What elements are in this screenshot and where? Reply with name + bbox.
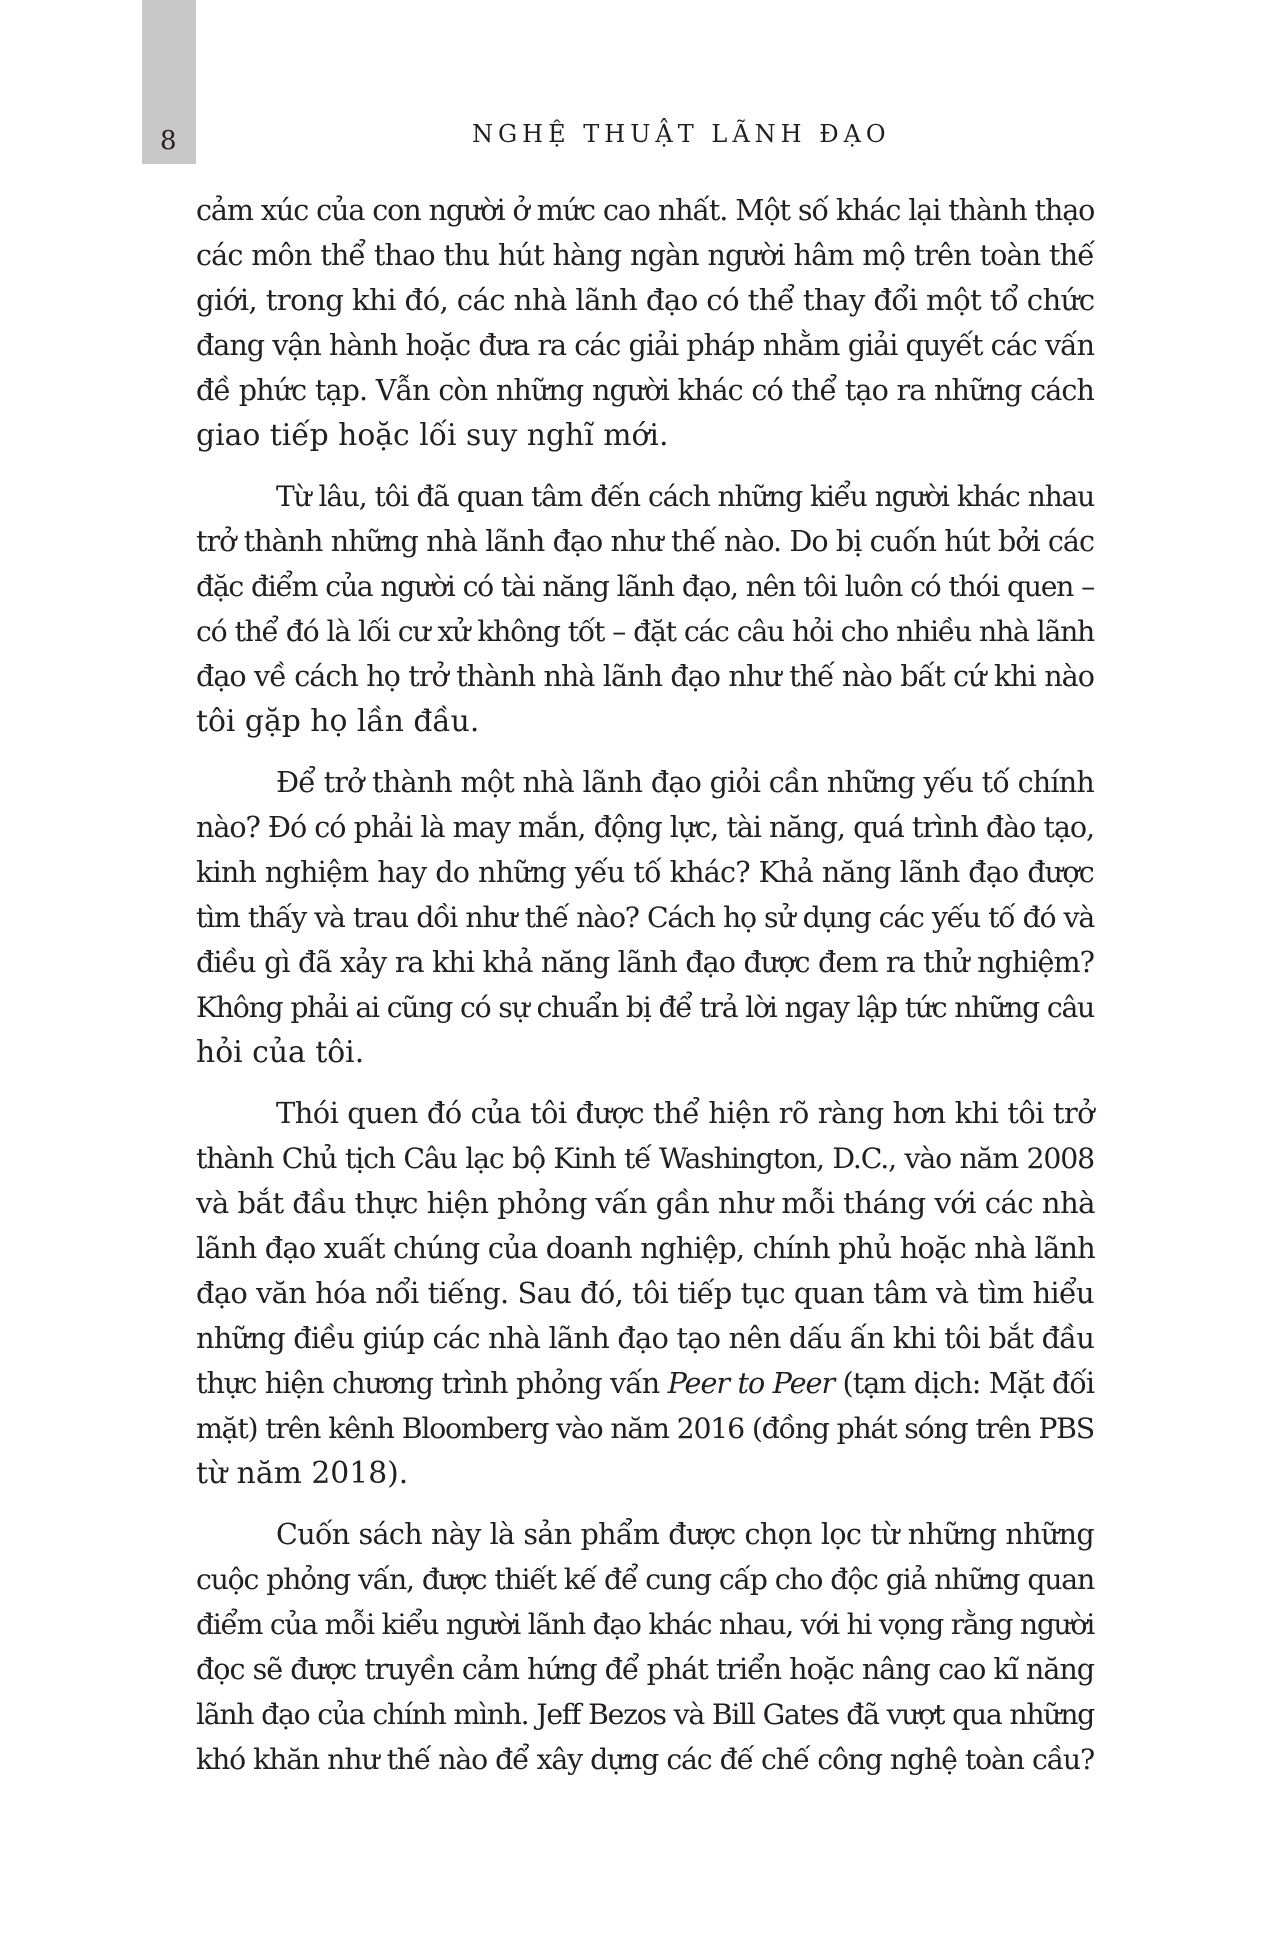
text-line: tìm thấy và trau dồi như thế nào? Cách họ sử dụng các yếu tố đó và: [196, 901, 1094, 934]
text-line: đọc sẽ được truyền cảm hứng để phát triển hoặc nâng cao kĩ năng: [196, 1652, 1094, 1686]
text-line: Không phải ai cũng có sự chuẩn bị để trả lời ngay lập tức những câu: [196, 991, 1094, 1024]
text-line: Cuốn sách này là sản phẩm được chọn lọc từ những những: [276, 1517, 1094, 1551]
text-line-with-italic: [196, 1361, 1094, 1406]
page-number: 8: [160, 126, 177, 156]
paragraph-4: [196, 1091, 1094, 1496]
text-line: khó khăn như thế nào để xây dựng các đế chế công nghệ toàn cầu?: [196, 1743, 1094, 1776]
text-line: từ năm 2018).: [196, 1456, 409, 1491]
text-line: hỏi của tôi.: [196, 1035, 365, 1070]
text-line: Từ lâu, tôi đã quan tâm đến cách những kiểu người khác nhau: [276, 480, 1094, 513]
body-text: [196, 188, 1094, 1798]
text-line: và bắt đầu thực hiện phỏng vấn gần như mỗi tháng với các nhà: [196, 1186, 1096, 1220]
text-line: những điều giúp các nhà lãnh đạo tạo nên dấu ấn khi tôi bắt đầu: [196, 1321, 1094, 1355]
paragraph-5: [196, 1512, 1094, 1782]
text-line: Thói quen đó của tôi được thể hiện rõ ràng hơn khi tôi trở: [276, 1096, 1094, 1130]
text-line: đề phức tạp. Vẫn còn những người khác có thể tạo ra những cách: [196, 373, 1094, 407]
text-line: kinh nghiệm hay do những yếu tố khác? Khả năng lãnh đạo được: [196, 855, 1094, 889]
text-line: điểm của mỗi kiểu người lãnh đạo khác nhau, với hi vọng rằng người: [196, 1608, 1094, 1641]
text-line: mặt) trên kênh Bloomberg vào năm 2016 (đồng phát sóng trên PBS: [196, 1412, 1094, 1445]
text-line: có thể đó là lối cư xử không tốt – đặt các câu hỏi cho nhiều nhà lãnh: [196, 615, 1094, 648]
text-line: Để trở thành một nhà lãnh đạo giỏi cần những yếu tố chính: [276, 765, 1094, 799]
text-run: (tạm dịch: Mặt đối: [834, 1366, 1094, 1400]
text-line: đặc điểm của người có tài năng lãnh đạo, nên tôi luôn có thói quen –: [196, 570, 1094, 603]
text-line: các môn thể thao thu hút hàng ngàn người hâm mộ trên toàn thế: [196, 238, 1094, 272]
text-line: đạo về cách họ trở thành nhà lãnh đạo như thế nào bất cứ khi nào: [196, 659, 1094, 693]
text-line: đang vận hành hoặc đưa ra các giải pháp nhằm giải quyết các vấn: [196, 328, 1094, 362]
program-title-italic: Peer to Peer: [667, 1366, 835, 1400]
text-line: đạo văn hóa nổi tiếng. Sau đó, tôi tiếp tục quan tâm và tìm hiểu: [196, 1276, 1094, 1310]
text-line: trở thành những nhà lãnh đạo như thế nào. Do bị cuốn hút bởi các: [196, 524, 1094, 558]
text-line: cảm xúc của con người ở mức cao nhất. Một số khác lại thành thạo: [196, 193, 1095, 227]
text-line: thành Chủ tịch Câu lạc bộ Kinh tế Washington, D.C., vào năm 2008: [196, 1142, 1094, 1175]
text-run: thực hiện chương trình phỏng vấn: [196, 1366, 668, 1400]
text-line: tôi gặp họ lần đầu.: [196, 704, 480, 739]
text-line: giao tiếp hoặc lối suy nghĩ mới.: [196, 418, 669, 453]
text-line: điều gì đã xảy ra khi khả năng lãnh đạo được đem ra thử nghiệm?: [196, 945, 1094, 979]
running-title: NGHỆ THUẬT LÃNH ĐẠO: [472, 120, 891, 148]
paragraph-3: [196, 760, 1094, 1075]
text-line: lãnh đạo xuất chúng của doanh nghiệp, chính phủ hoặc nhà lãnh: [196, 1231, 1095, 1265]
paragraph-1: [196, 188, 1094, 458]
text-line: lãnh đạo của chính mình. Jeff Bezos và Bill Gates đã vượt qua những: [196, 1698, 1094, 1731]
text-line: cuộc phỏng vấn, được thiết kế để cung cấp cho độc giả những quan: [196, 1563, 1094, 1596]
paragraph-2: [196, 474, 1094, 744]
text-line: nào? Đó có phải là may mắn, động lực, tài năng, quá trình đào tạo,: [196, 810, 1094, 844]
text-line: giới, trong khi đó, các nhà lãnh đạo có thể thay đổi một tổ chức: [196, 283, 1095, 317]
